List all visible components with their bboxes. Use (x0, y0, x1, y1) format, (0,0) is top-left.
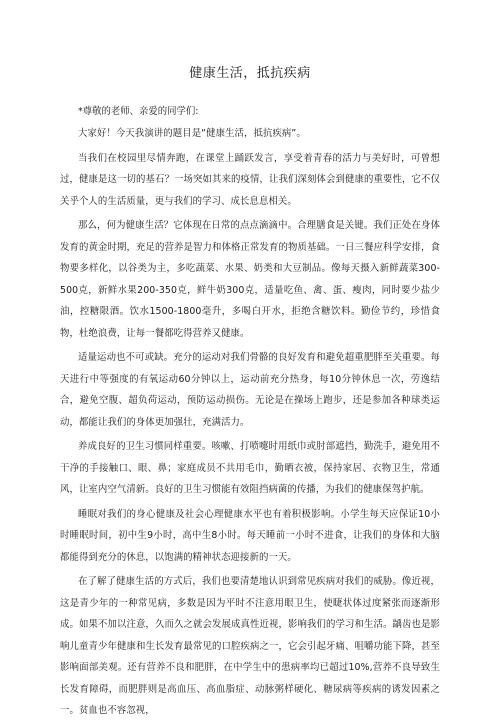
paragraph-6: 睡眠对我们的身心健康及社会心理健康水平也有着积极影响。小学生每天应保证10小时睡眠时间，初中生9小时，高中生8小时。每天睡前一小时不进食，让我们的身体和大脑都能得到充分的休息，以饱满的精神状态迎接新的一天。 (60, 508, 440, 563)
paragraph-2: 当我们在校园里尽情奔跑，在课堂上踊跃发言，享受着青春的活力与美好时，可曾想过，健康是这一切的基石？一场突如其来的疫情，让我们深刻体会到健康的重要性，它不仅关乎个人的生活质量，更与我们的学习、成长息息相关。 (60, 152, 440, 207)
greeting: *尊敬的老师、亲爱的同学们: (78, 106, 199, 117)
document-title: 健康生活，抵抗疾病 (189, 66, 311, 81)
paragraph-7: 在了解了健康生活的方式后，我们也要清楚地认识到常见疾病对我们的威胁。像近视，这是青少年的一种常见病，多数是因为平时不注意用眼卫生，使睫状体过度紧张而逐渐形成。如果不加以注意，久而久之就会发展成真性近视，影响我们的学习和生活。龋齿也是影响儿童青少年健康和生长发育最常见的口腔疾病之一，它会引起牙痛、咀嚼功能下降，甚至影响面部美观。还有营养不良和肥胖，在中学生中的患病率均已超过10%,营养不良导致生长发育障碍，而肥胖则是高血压、高血脂症、动脉粥样硬化、糖尿病等疾病的诱发因素之一。贫血也不容忽视， (60, 576, 440, 716)
paragraph-1: 大家好！今天我演讲的题目是“健康生活，抵抗疾病”。 (78, 128, 306, 139)
paragraph-3: 那么，何为健康生活？它体现在日常的点点滴滴中。合理膳食是关键。我们正处在身体发育的黄金时期，充足的营养是智力和体格正常发育的物质基础。一日三餐应科学安排，食物要多样化，以谷类为主，多吃蔬菜、水果、奶类和大豆制品。像每天摄入新鲜蔬菜300-500克，新鲜水果200-350克，鲜牛奶300克，适量吃鱼、禽、蛋、瘦肉，同时要少盐少油，控糖限酒。饮水1500-1800毫升，多喝白开水，拒绝含糖饮料。勤俭节约，珍惜食物，杜绝浪费，让每一餐都吃得营养又健康。 (60, 220, 440, 339)
paragraph-5: 养成良好的卫生习惯同样重要。咳嗽、打喷嚏时用纸巾或肘部遮挡，勤洗手，避免用不干净的手接触口、眼、鼻；家庭成员不共用毛巾，勤晒衣被，保持家居、衣物卫生，常通风，让室内空气清新。良好的卫生习惯能有效阻挡病菌的传播，为我们的健康保驾护航。 (60, 441, 440, 495)
paragraph-4: 适量运动也不可或缺。充分的运动对我们骨骼的良好发育和避免超重肥胖至关重要。每天进行中等强度的有氧运动60分钟以上，运动前充分热身，每10分钟休息一次，劳逸结合，避免空腹、超负荷运动，预防运动损伤。无论是在操场上跑步，还是参加各种球类运动，都能让我们的身体更加强壮，充满活力。 (60, 352, 440, 428)
